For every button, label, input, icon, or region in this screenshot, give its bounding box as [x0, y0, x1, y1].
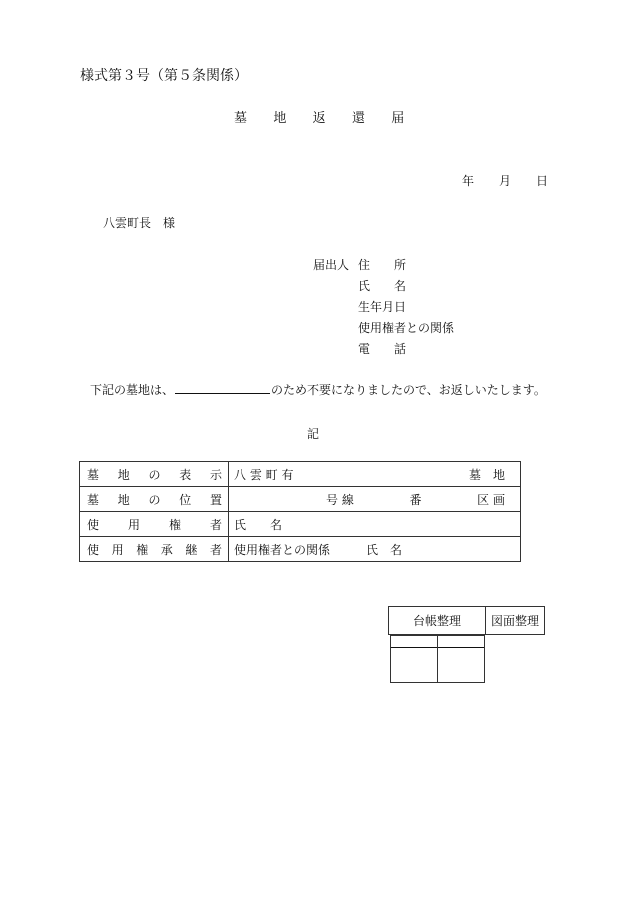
- addressee: 八雲町長 様: [103, 216, 176, 230]
- ki-heading: 記: [307, 427, 320, 441]
- table-row: [389, 607, 545, 635]
- ledger-stamp-cell[interactable]: [390, 636, 437, 683]
- grave-location-cell[interactable]: [229, 487, 521, 512]
- drawing-stamp-cell[interactable]: [437, 636, 484, 683]
- successor-cell[interactable]: [229, 537, 521, 562]
- grave-info-table: [79, 461, 521, 562]
- table-row: [80, 537, 521, 562]
- form-number: 様式第３号（第５条関係）: [80, 68, 248, 84]
- title-char: 返: [312, 111, 326, 126]
- location-section-label: 区 画: [477, 492, 505, 507]
- table-row: [80, 462, 521, 487]
- body-text-before: 下記の墓地は、: [90, 383, 175, 397]
- drawing-header: 図面整理: [486, 607, 545, 635]
- location-line-label: 号 線: [326, 492, 354, 507]
- office-seal-table: [388, 606, 545, 651]
- applicant-relation-label: 使用権者との関係: [358, 321, 455, 335]
- title-char: 届: [391, 111, 405, 126]
- applicant-address-label: 住 所: [358, 258, 407, 272]
- date-year: 年: [462, 174, 475, 188]
- row-label-successor: 使用権承継者: [80, 537, 229, 562]
- applicant-label: 届出人: [313, 258, 350, 272]
- date-day: 日: [536, 174, 549, 188]
- document-title: [234, 107, 405, 126]
- table-row: [390, 635, 485, 648]
- applicant-birthdate-label: 生年月日: [358, 300, 407, 314]
- applicant-name-label: 氏 名: [358, 279, 407, 293]
- user-name-cell[interactable]: [229, 512, 521, 537]
- ledger-header: 台帳整理: [389, 607, 486, 635]
- title-char: 墓: [234, 111, 248, 126]
- table-row: [80, 487, 521, 512]
- grave-display-suffix: 墓 地: [468, 467, 505, 482]
- date-month: 月: [499, 174, 512, 188]
- row-label-user: 使用権者: [80, 512, 229, 537]
- date-line: [462, 172, 548, 189]
- title-char: 地: [273, 111, 287, 126]
- grave-display-town: 八 雲 町 有: [234, 467, 294, 482]
- title-char: 還: [351, 111, 366, 126]
- applicant-phone-label: 電 話: [358, 342, 407, 356]
- row-label-grave-display: 墓地の表示: [80, 462, 229, 487]
- body-text-after: のため不要になりましたので、お返しいたします。: [271, 383, 546, 397]
- user-name-label: 氏 名: [234, 517, 283, 532]
- body-statement: [90, 381, 546, 398]
- grave-display-cell[interactable]: [229, 462, 521, 487]
- successor-relation-label: 使用権者との関係: [234, 542, 331, 557]
- reason-blank[interactable]: [175, 381, 270, 394]
- location-number-label: 番: [409, 492, 422, 507]
- table-row: [80, 512, 521, 537]
- successor-name-label: 氏 名: [366, 542, 403, 557]
- row-label-grave-location: 墓地の位置: [80, 487, 229, 512]
